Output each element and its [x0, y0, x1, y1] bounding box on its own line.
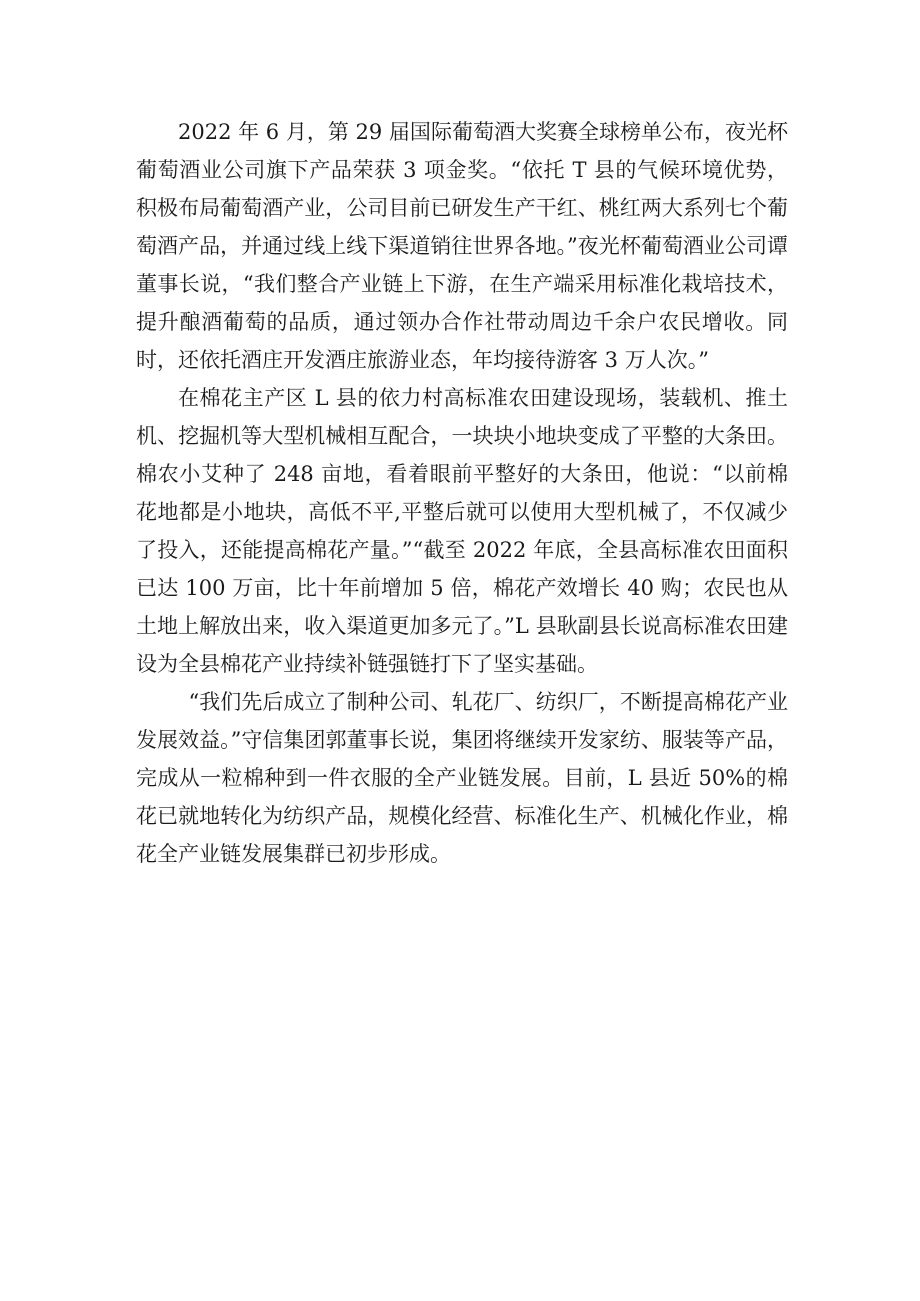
paragraph-cotton-industry-chain: “我们先后成立了制种公司、轧花厂、纺织厂，不断提高棉花产业发展效益。”守信集团郭董事长说，集团将继续开发家纺、服装等产品，完成从一粒棉种到一件衣服的全产业链发展。目前，L 县近 50%的棉花已就地转化为纺织产品，规模化经营、标准化生产、机械化作业，棉花全产业链发展集群已初步形成。 [136, 690, 788, 866]
paragraph-wine-industry: 2022 年 6 月，第 29 届国际葡萄酒大奖赛全球榜单公布，夜光杯葡萄酒业公司旗下产品荣获 3 项金奖。“依托 T 县的气候环境优势，积极布局葡萄酒产业，公司目前已研发生产干红、桃红两大系列七个葡萄酒产品，并通过线上线下渠道销往世界各地。”夜光杯葡萄酒业公司谭董事长说，“我们整合产业链上下游，在生产端采用标准化栽培技术，提升酿酒葡萄的品质，通过领办合作社带动周边千余户农民增收。同时，还依托酒庄开发酒庄旅游业态，年均接待游客 3 万人次。” [136, 120, 788, 372]
paragraph-cotton-farmland: 在棉花主产区 L 县的依力村高标准农田建设现场，装载机、推土机、挖掘机等大型机械相互配合，一块块小地块变成了平整的大条田。棉农小艾种了 248 亩地，看着眼前平整好的大条田，他说：“以前棉花地都是小地块，高低不平,平整后就可以使用大型机械了，不仅减少了投入，还能提高棉花产量。”“截至 2022 年底，全县高标准农田面积已达 100 万亩，比十年前增加 5 倍，棉花产效增长 40 购；农民也从土地上解放出来，收入渠道更加多元了。”L 县耿副县长说高标准农田建设为全县棉花产业持续补链强链打下了坚实基础。 [136, 386, 788, 676]
article-body [136, 113, 788, 873]
